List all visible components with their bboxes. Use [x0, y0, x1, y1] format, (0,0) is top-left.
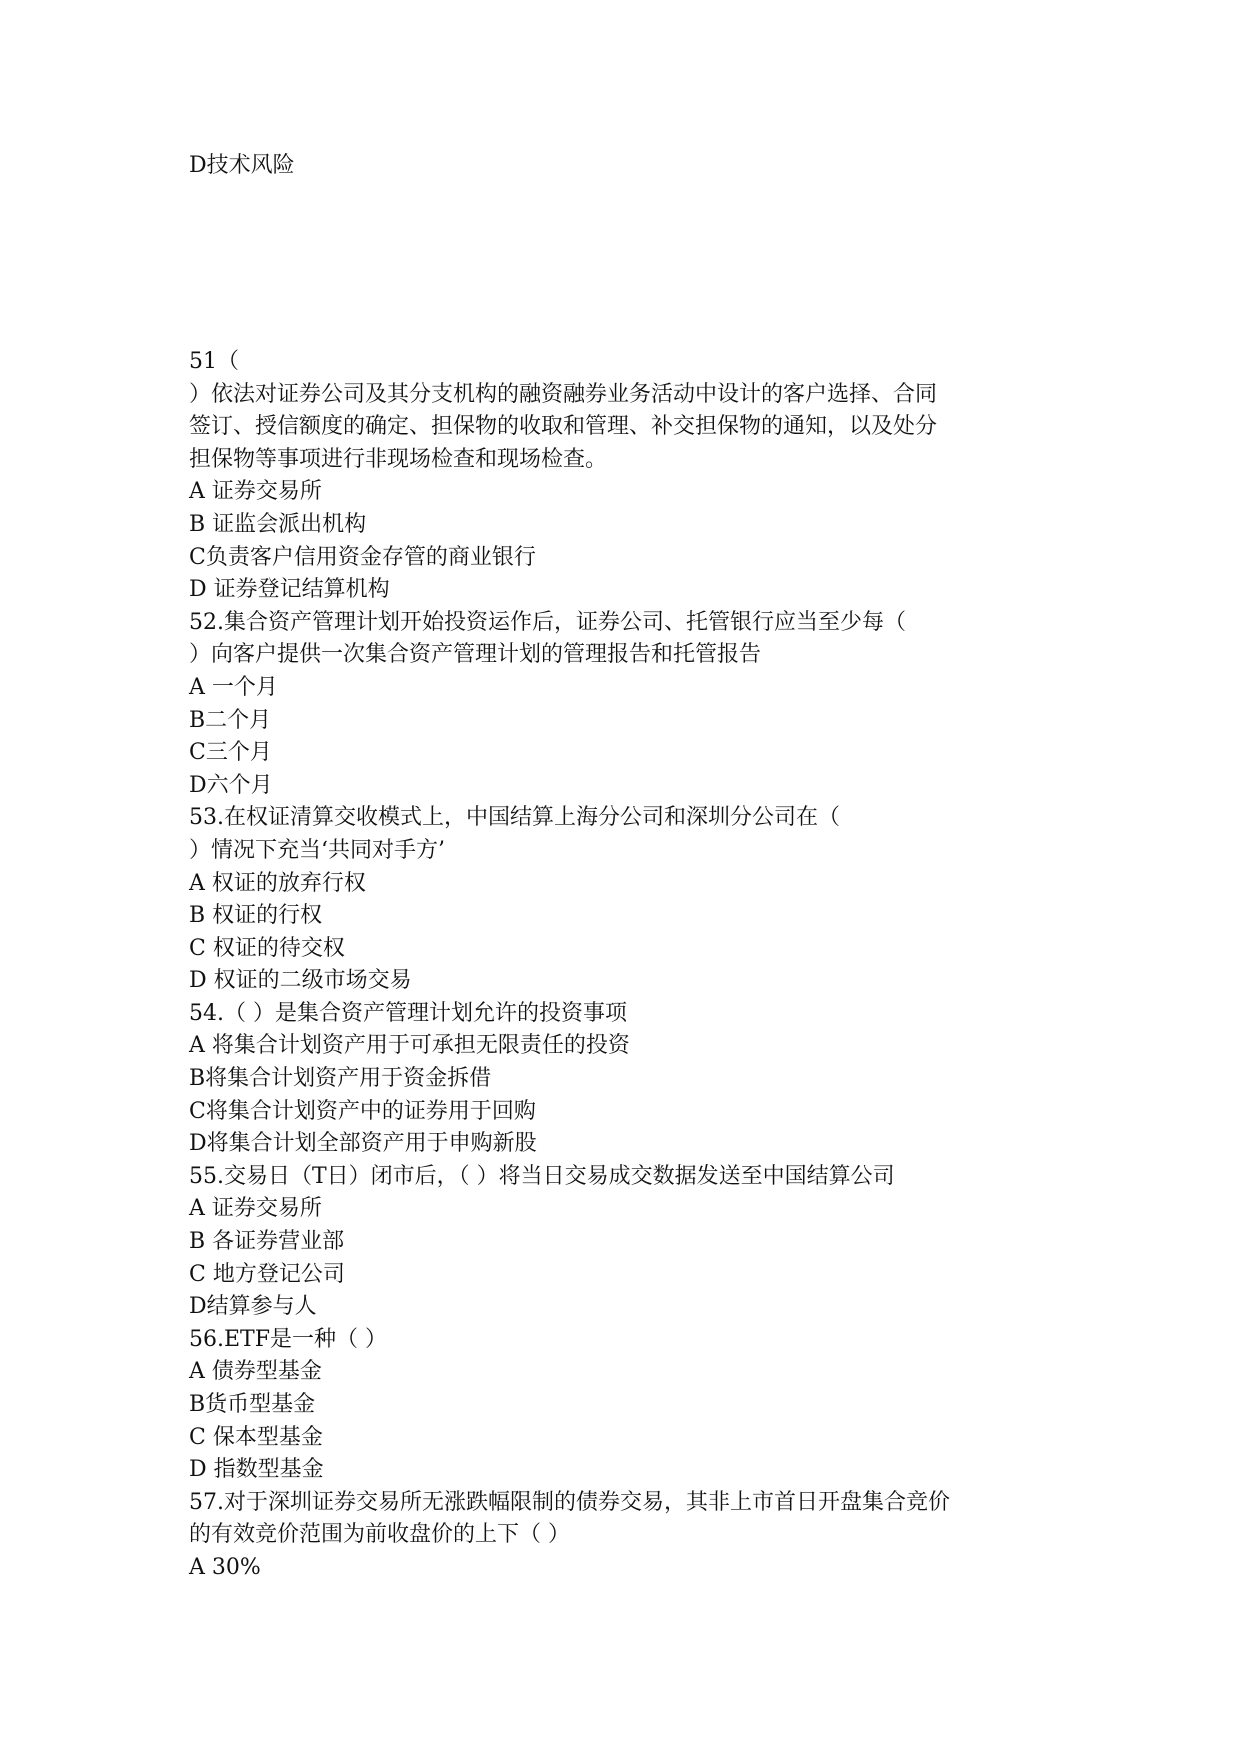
- option-c: C 保本型基金: [189, 1424, 323, 1450]
- option-a: A 30%: [189, 1554, 261, 1580]
- question-51-stem: 担保物等事项进行非现场检查和现场检查。: [189, 446, 608, 472]
- option-a: A 债券型基金: [189, 1359, 322, 1385]
- first-text-block: [189, 150, 1069, 183]
- question-51-stem: 签订、授信额度的确定、担保物的收取和管理、补交担保物的通知，以及处分: [189, 414, 938, 440]
- option-a: A 一个月: [189, 674, 278, 700]
- option-b: B货币型基金: [189, 1392, 316, 1417]
- option-d: D六个月: [189, 772, 273, 798]
- option-d: D结算参与人: [189, 1294, 317, 1320]
- question-52-stem: ）向客户提供一次集合资产管理计划的管理报告和托管报告: [189, 642, 762, 668]
- option-a: A 证券交易所: [189, 479, 322, 505]
- option-d: D将集合计划全部资产用于申购新股: [189, 1131, 537, 1157]
- option-b: B 各证券营业部: [189, 1229, 345, 1255]
- option-d: D 指数型基金: [189, 1457, 324, 1483]
- option-a: A 权证的放弃行权: [189, 870, 366, 896]
- question-52-stem: 52.集合资产管理计划开始投资运作后，证券公司、托管银行应当至少每（: [189, 609, 906, 635]
- question-57-stem: 57.对于深圳证券交易所无涨跌幅限制的债券交易，其非上市首日开盘集合竞价: [189, 1489, 950, 1515]
- option-b: B将集合计划资产用于资金拆借: [189, 1066, 492, 1092]
- option-d: D 权证的二级市场交易: [189, 968, 412, 994]
- question-53-stem: ）情况下充当‘共同对手方’: [189, 837, 445, 863]
- question-57-stem: 的有效竞价范围为前收盘价的上下（ ）: [189, 1522, 570, 1548]
- question-51-stem: ）依法对证券公司及其分支机构的融资融券业务活动中设计的客户选择、合同: [189, 381, 938, 407]
- option-b: B 证监会派出机构: [189, 511, 367, 537]
- main-text-block: [189, 346, 1069, 1585]
- option-b: B二个月: [189, 707, 272, 733]
- option-d: D 证券登记结算机构: [189, 577, 390, 603]
- option-c: C 地方登记公司: [189, 1261, 345, 1287]
- option-a: A 将集合计划资产用于可承担无限责任的投资: [189, 1033, 630, 1059]
- option-b: B 权证的行权: [189, 903, 323, 929]
- question-56-stem: 56.ETF是一种（ ）: [189, 1326, 387, 1352]
- option-a: A 证券交易所: [189, 1196, 322, 1222]
- question-51-stem: 51（: [189, 349, 239, 374]
- option-c: C 权证的待交权: [189, 935, 345, 961]
- question-53-stem: 53.在权证清算交收模式上，中国结算上海分公司和深圳分公司在（: [189, 805, 840, 831]
- question-55-stem: 55.交易日（T日）闭市后，（ ）将当日交易成交数据发送至中国结算公司: [189, 1163, 895, 1189]
- text-line: D技术风险: [189, 153, 295, 178]
- option-c: C将集合计划资产中的证券用于回购: [189, 1098, 536, 1124]
- option-c: C负责客户信用资金存管的商业银行: [189, 544, 536, 570]
- option-c: C三个月: [189, 740, 272, 766]
- question-54-stem: 54.（ ）是集合资产管理计划允许的投资事项: [189, 1000, 627, 1026]
